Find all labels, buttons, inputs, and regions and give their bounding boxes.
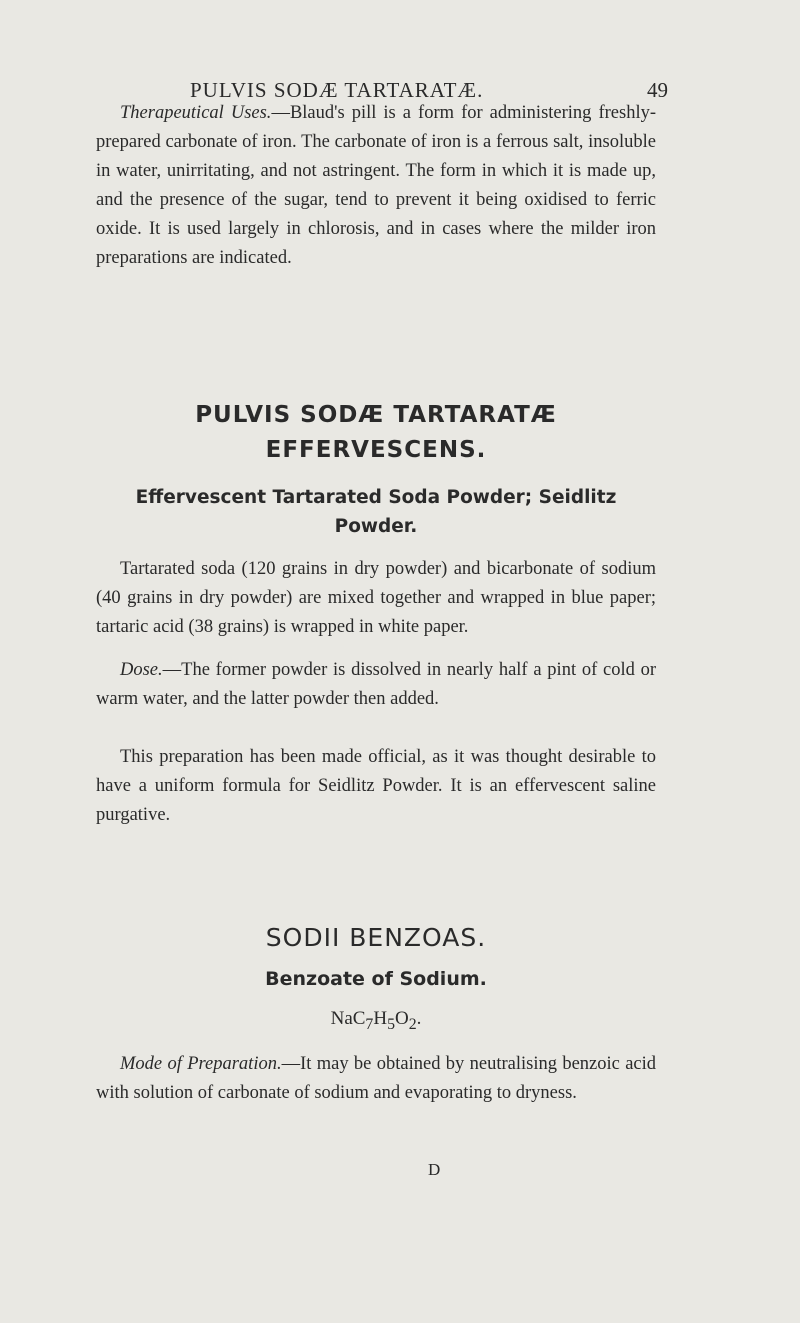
therapeutic-uses-text: —Blaud's pill is a form for administering freshly-prepared carbonate of iron. The carbonate of iron is a ferrous salt, insoluble in water, unirritating, and not astringent. The form in which it is made up, and the presence of the sugar, tend to prevent it being oxidised to ferric oxide. It is used largely in chlorosis, and in cases where the milder iron preparations are indicated. [96, 103, 656, 268]
mode-of-preparation-lead: Mode of Preparation. [120, 1054, 282, 1074]
sodii-benzoas-subtitle: Benzoate of Sodium. [265, 968, 487, 990]
dose-paragraph [96, 656, 656, 714]
therapeutic-uses-lead: Therapeutical Uses. [120, 103, 272, 123]
chemical-formula: $NaC_7H_5O_2$. [330, 1008, 422, 1033]
pulvis-heading-line1: PULVIS SODÆ TARTARATÆ [195, 402, 557, 428]
dose-text: —The former powder is dissolved in nearly half a pint of cold or warm water, and the latter powder then added. [96, 660, 656, 709]
mode-of-preparation-text: —It may be obtained by neutralising benzoic acid with solution of carbonate of sodium and evaporating to dryness. [96, 1054, 657, 1103]
official-note-paragraph: This preparation has been made official, as it was thought desirable to have a uniform formula for Seidlitz Powder. It is an effervescent saline purgative. [96, 747, 656, 825]
mode-of-preparation-paragraph [96, 1050, 656, 1108]
dose-lead: Dose. [120, 660, 163, 680]
page-number: 49 [647, 78, 668, 102]
pulvis-subtitle: Effervescent Tartarated Soda Powder; Seidlitz Powder. [135, 487, 617, 537]
pulvis-heading-line2: EFFERVESCENS. [265, 437, 487, 463]
composition-paragraph: Tartarated soda (120 grains in dry powder) and bicarbonate of sodium (40 grains in dry powder) are mixed together and wrapped in blue paper; tartaric acid (38 grains) is wrapped in white paper. [96, 559, 656, 637]
running-title: PULVIS SODÆ TARTARATÆ. [190, 78, 484, 102]
therapeutic-uses-paragraph [96, 99, 656, 273]
sodii-benzoas-heading: SODII BENZOAS. [265, 923, 487, 952]
signature-mark: D [428, 1160, 441, 1179]
pulvis-heading [96, 398, 656, 468]
